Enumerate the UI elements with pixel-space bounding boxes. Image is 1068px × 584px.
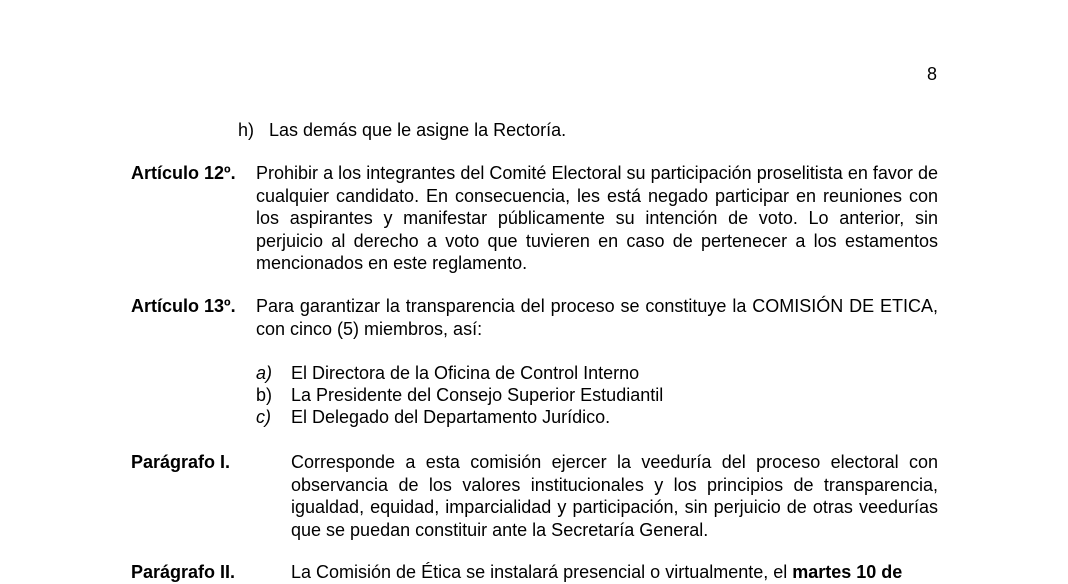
paragraph-text-bold: martes 10 de — [792, 562, 903, 582]
list-item-text: La Presidente del Consejo Superior Estudiantil — [291, 385, 664, 405]
list-marker: h) — [238, 120, 255, 140]
list-item-h — [238, 119, 566, 142]
paragraph-text-regular: La Comisión de Ética se instalará presencial o virtualmente, el — [291, 562, 793, 582]
list-item-text: Las demás que le asigne la Rectoría. — [269, 120, 567, 140]
paragrafo-1 — [131, 451, 938, 541]
article-text: Para garantizar la transparencia del proceso se constituye la COMISIÓN DE ETICA, con cinco (5) miembros, así: — [256, 296, 938, 339]
article-label: Artículo 12º. — [131, 163, 236, 183]
list-item-text: El Delegado del Departamento Jurídico. — [291, 407, 611, 427]
paragraph-label: Parágrafo I. — [131, 452, 231, 472]
list-item-a — [256, 362, 639, 385]
list-item-text: El Directora de la Oficina de Control Interno — [291, 363, 640, 383]
page-number: 8 — [926, 64, 937, 84]
list-marker: a) — [256, 363, 273, 383]
list-marker: b) — [256, 385, 273, 405]
articulo-12 — [131, 162, 938, 275]
list-item-b — [256, 384, 663, 407]
paragrafo-2 — [131, 561, 938, 584]
list-marker: c) — [256, 407, 271, 427]
paragraph-text — [291, 561, 938, 584]
paragraph-label: Parágrafo II. — [131, 562, 236, 582]
articulo-13 — [131, 295, 938, 340]
paragraph-text: Corresponde a esta comisión ejercer la veeduría del proceso electoral con observancia de los valores institucionales y los principios de transparencia, igualdad, equidad, imparcialidad y participación, sin perjuicio de otras veedurías que se puedan constituir ante la Secretaría General. — [291, 452, 938, 540]
list-item-c — [256, 406, 610, 429]
article-label: Artículo 13º. — [131, 296, 236, 316]
article-text: Prohibir a los integrantes del Comité Electoral su participación proselitista en favor de cualquier candidato. En consecuencia, les está negado participar en reuniones con los aspirantes y manifestar públicamente su intención de voto. Lo anterior, sin perjuicio al derecho a voto que tuvieren en caso de pertenecer a los estamentos mencionados en este reglamento. — [256, 163, 938, 273]
